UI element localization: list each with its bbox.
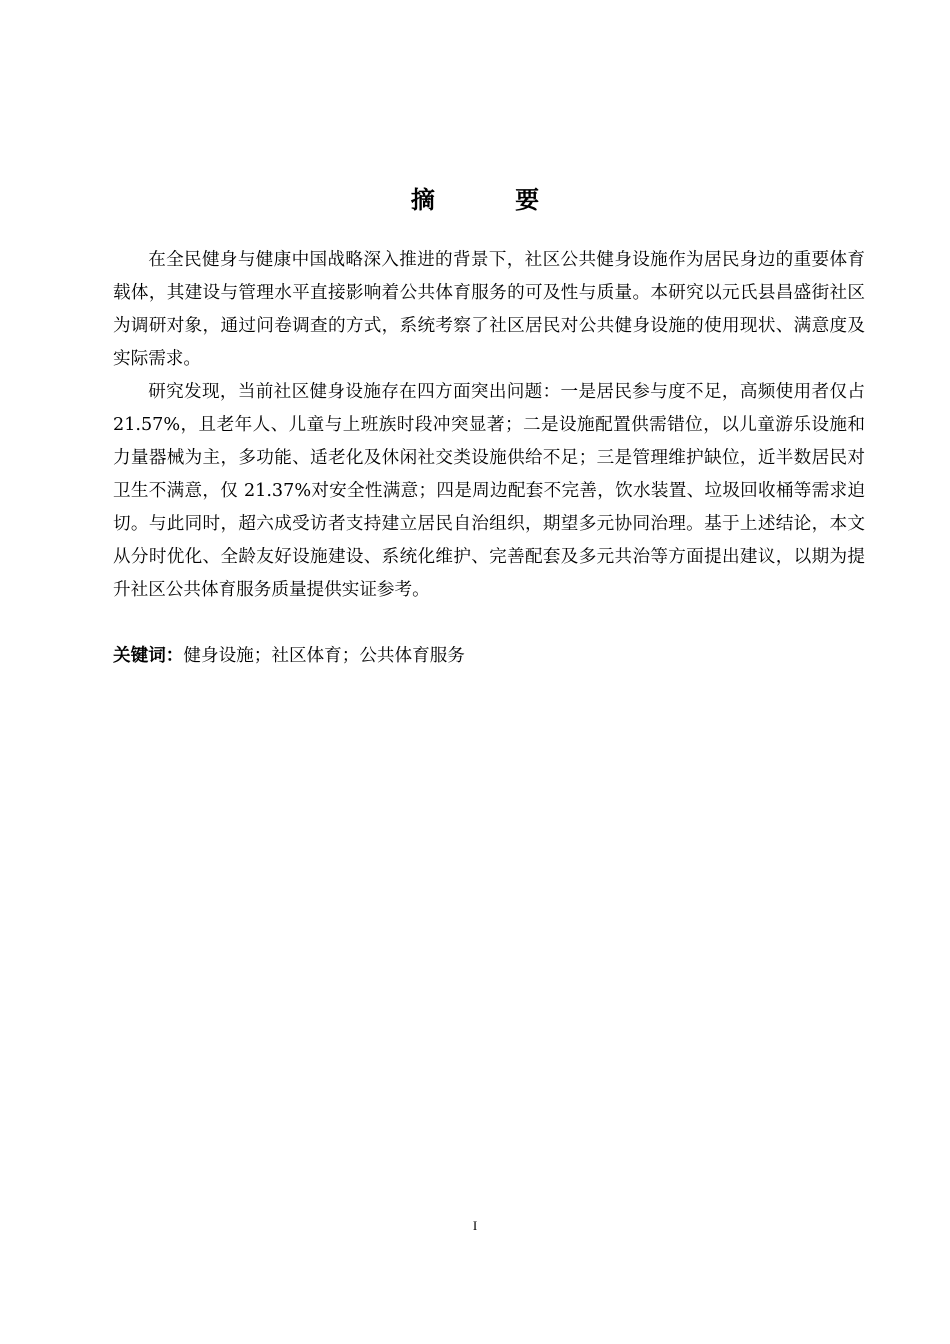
- abstract-paragraph-1: 在全民健身与健康中国战略深入推进的背景下，社区公共健身设施作为居民身边的重要体育载体，其建设与管理水平直接影响着公共体育服务的可及性与质量。本研究以元氏县昌盛街社区为调研对象，通过问卷调查的方式，系统考察了社区居民对公共健身设施的使用现状、满意度及实际需求。: [113, 250, 865, 369]
- abstract-body: [113, 244, 865, 607]
- abstract-paragraph-2: 研究发现，当前社区健身设施存在四方面突出问题：一是居民参与度不足，高频使用者仅占 21.57%，且老年人、儿童与上班族时段冲突显著；二是设施配置供需错位，以儿童游乐设施和力量器械为主，多功能、适老化及休闲社交类设施供给不足；三是管理维护缺位，近半数居民对卫生不满意，仅 21.37%对安全性满意；四是周边配套不完善，饮水装置、垃圾回收桶等需求迫切。与此同时，超六成受访者支持建立居民自治组织，期望多元协同治理。基于上述结论，本文从分时优化、全龄友好设施建设、系统化维护、完善配套及多元共治等方面提出建议，以期为提升社区公共体育服务质量提供实证参考。: [113, 382, 865, 600]
- page-number: I: [472, 1218, 478, 1233]
- keywords-text: 健身设施；社区体育；公共体育服务: [183, 646, 465, 666]
- keywords-label: 关键词：: [113, 646, 184, 666]
- keywords-line: [113, 640, 865, 673]
- abstract-title: 摘 要: [410, 186, 576, 214]
